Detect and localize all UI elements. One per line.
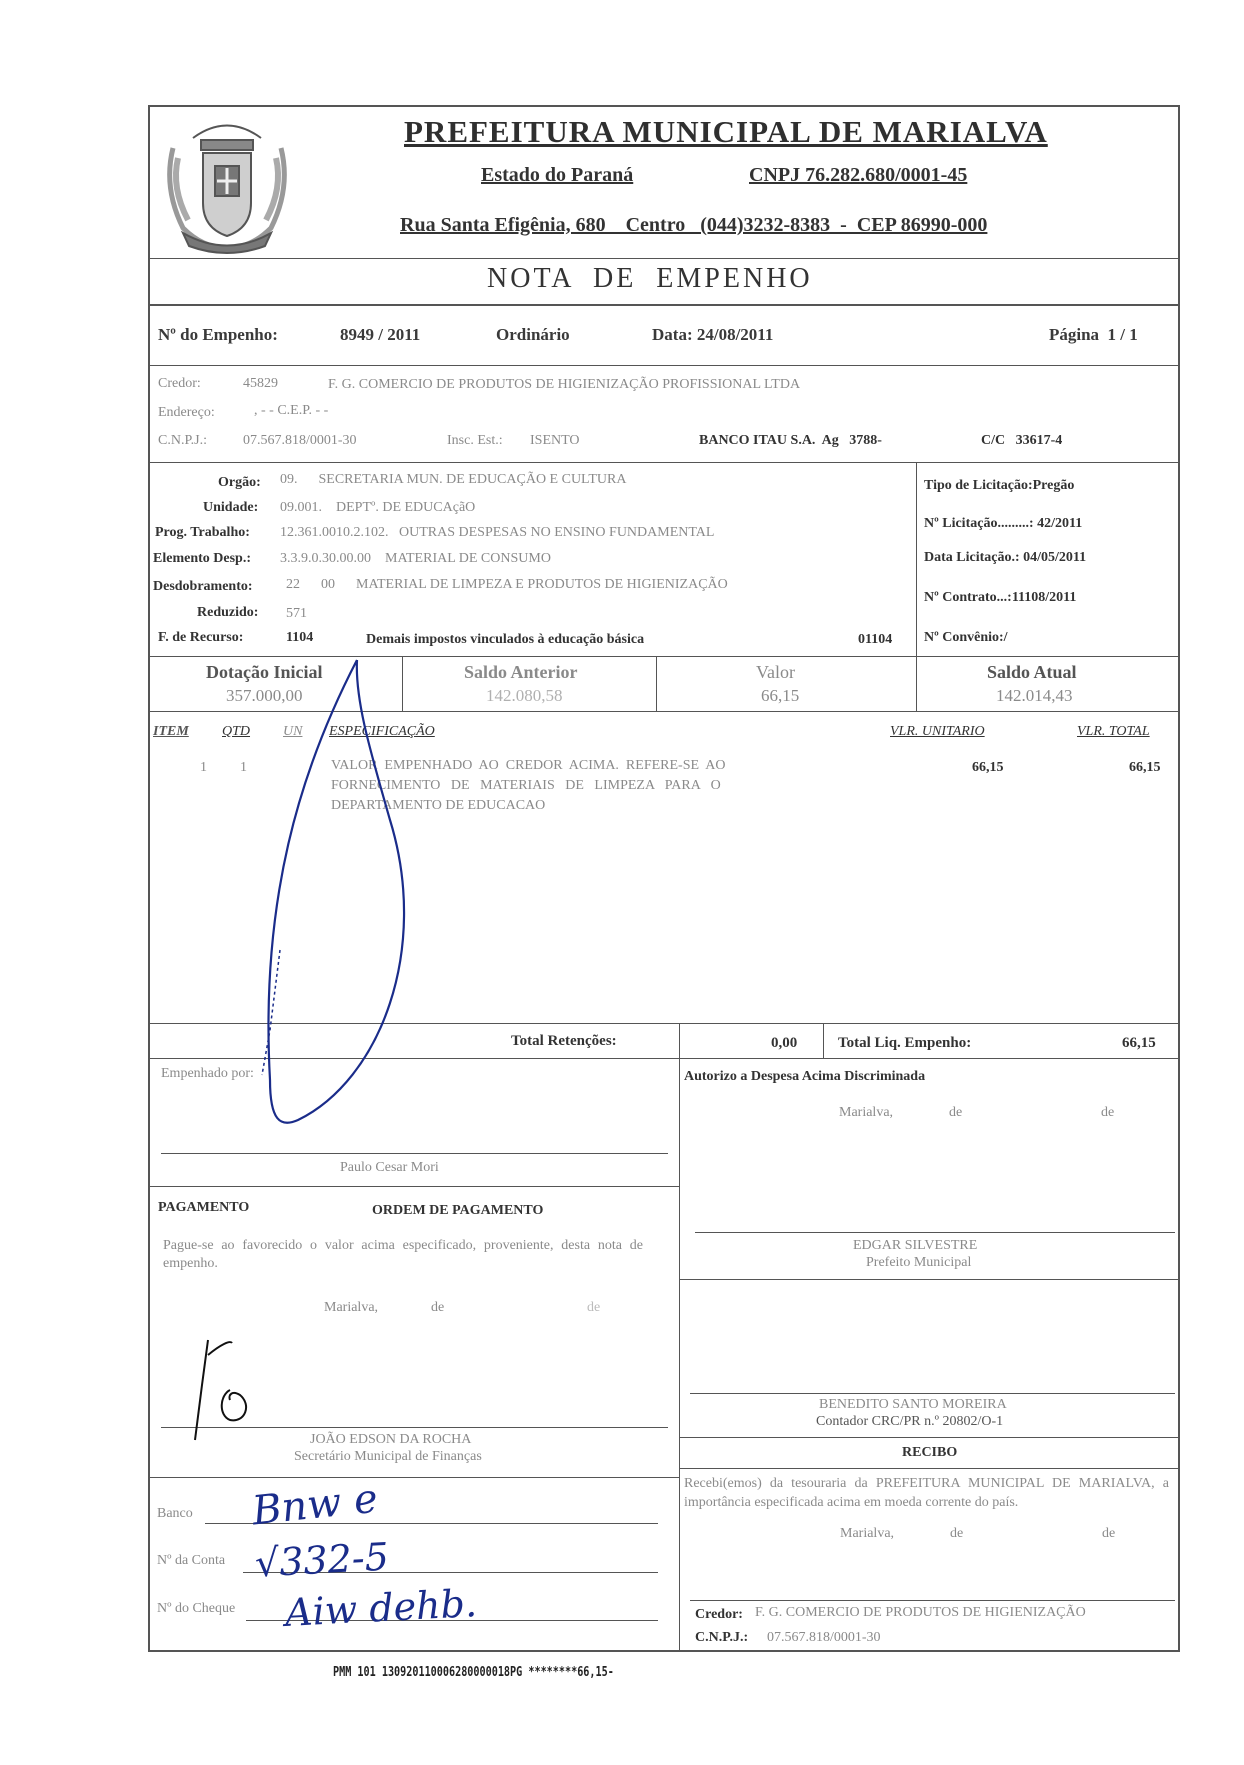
recibo-title: RECIBO	[902, 1445, 958, 1460]
divider	[679, 1058, 680, 1652]
saldo-anterior-value: 142.080,58	[486, 686, 563, 705]
handwritten-banco: Bnw e	[249, 1475, 380, 1535]
document-title: NOTA DE EMPENHO	[487, 263, 813, 294]
handwritten-conta: √332-5	[253, 1534, 390, 1586]
divider	[679, 1437, 1180, 1438]
autorizo-de-1: de	[949, 1105, 963, 1120]
empenhado-por-label: Empenhado por:	[161, 1066, 254, 1081]
prog-value: 12.361.0010.2.102. OUTRAS DESPESAS NO ENSINO FUNDAMENTAL	[280, 525, 715, 540]
item-vlr-unitario: 66,15	[972, 760, 1004, 775]
signature-line	[695, 1232, 1175, 1233]
prefeito-nome: EDGAR SILVESTRE	[853, 1238, 978, 1253]
cheque-label: Nº do Cheque	[157, 1601, 236, 1616]
divider	[148, 1186, 679, 1187]
recibo-credor-nome: F. G. COMERCIO DE PRODUTOS DE HIGIENIZAÇÃO	[755, 1605, 1086, 1620]
divider	[148, 365, 1180, 366]
recibo-de-2: de	[1102, 1526, 1116, 1541]
credor-code: 45829	[243, 376, 278, 391]
autorizo-de-2: de	[1101, 1105, 1115, 1120]
empenhado-nome: Paulo Cesar Mori	[340, 1160, 439, 1175]
orgao-label: Orgão:	[218, 475, 261, 490]
contador-nome: BENEDITO SANTO MOREIRA	[819, 1397, 1007, 1412]
reduzido-label: Reduzido:	[197, 605, 259, 620]
header-cnpj: CNPJ 76.282.680/0001-45	[749, 164, 968, 186]
empenho-type: Ordinário	[496, 325, 570, 344]
credor-label: Credor:	[158, 376, 201, 391]
header-address: Rua Santa Efigênia, 680 Centro (044)3232-8383 - CEP 86990-000	[400, 214, 988, 236]
col-vlr-unitario: VLR. UNITARIO	[890, 724, 985, 739]
conta-label: Nº da Conta	[157, 1553, 226, 1568]
credor-name: F. G. COMERCIO DE PRODUTOS DE HIGIENIZAÇÃO PROFISSIONAL LTDA	[328, 377, 801, 392]
pagamento-local: Marialva,	[324, 1300, 379, 1315]
col-qtd: QTD	[222, 724, 251, 739]
divider	[823, 1023, 824, 1058]
divider	[916, 656, 917, 711]
recibo-local: Marialva,	[840, 1526, 895, 1541]
recibo-cnpj-label: C.N.P.J.:	[695, 1630, 749, 1645]
dotacao-value: 357.000,00	[226, 686, 303, 705]
recibo-text: Recebi(emos) da tesouraria da PREFEITURA MUNICIPAL DE MARIALVA, a importância especificada acima em moeda corrente do país.	[684, 1476, 1169, 1510]
recibo-credor-label: Credor:	[695, 1607, 743, 1622]
reduzido-value: 571	[286, 606, 307, 621]
divider	[656, 656, 657, 711]
cnpj-value: 07.567.818/0001-30	[243, 433, 357, 448]
banco-value: BANCO ITAU S.A. Ag 3788-	[699, 433, 882, 448]
col-especificacao: ESPECIFICAÇÃO	[329, 724, 435, 739]
divider	[679, 1468, 1180, 1469]
empenho-number: 8949 / 2011	[340, 325, 421, 344]
item-number: 1	[200, 760, 207, 775]
unidade-label: Unidade:	[203, 500, 259, 515]
autorizo-local: Marialva,	[839, 1105, 894, 1120]
signature-line	[690, 1393, 1175, 1394]
pagamento-title: PAGAMENTO	[158, 1200, 250, 1215]
recibo-cnpj-value: 07.567.818/0001-30	[767, 1630, 881, 1645]
unidade-value: 09.001. DEPTº. DE EDUCAçãO	[280, 500, 476, 515]
banco-label: Banco	[157, 1506, 193, 1521]
recurso-label: F. de Recurso:	[158, 630, 244, 645]
cc-value: C/C 33617-4	[981, 433, 1063, 448]
contador-cargo: Contador CRC/PR n.º 20802/O-1	[816, 1414, 1004, 1429]
endereco-label: Endereço:	[158, 405, 215, 420]
numero-licitacao: Nº Licitação.........: 42/2011	[924, 516, 1083, 531]
handwritten-signature-large	[240, 650, 460, 1130]
divider	[148, 1477, 679, 1478]
endereco-value: , - - C.E.P. - -	[254, 403, 329, 418]
col-item: ITEM	[153, 724, 189, 739]
pague-se-text: Pague-se ao favorecido o valor acima especificado, proveniente, desta nota de empenho.	[163, 1238, 643, 1271]
liquido-label: Total Liq. Empenho:	[838, 1035, 972, 1051]
divider	[148, 462, 1180, 463]
recurso-description: Demais impostos vinculados à educação básica	[366, 632, 645, 647]
cnpj-label: C.N.P.J.:	[158, 433, 208, 448]
divider	[916, 462, 917, 656]
valor-value: 66,15	[761, 686, 800, 705]
col-vlr-total: VLR. TOTAL	[1077, 724, 1150, 739]
desdobramento-label: Desdobramento:	[153, 579, 253, 594]
dotacao-label: Dotação Inicial	[206, 662, 323, 682]
retencoes-label: Total Retenções:	[511, 1033, 617, 1049]
numero-convenio: Nº Convênio:/	[924, 630, 1008, 645]
footer-barcode-text: PMM 101 130920110006280000018PG ********66,15-	[333, 1665, 614, 1680]
divider	[679, 1023, 680, 1058]
liquido-value: 66,15	[1122, 1035, 1156, 1051]
saldo-atual-label: Saldo Atual	[987, 662, 1077, 682]
ordem-pagamento-title: ORDEM DE PAGAMENTO	[372, 1203, 544, 1218]
divider	[148, 304, 1180, 306]
tipo-licitacao: Tipo de Licitação:Pregão	[924, 478, 1075, 493]
header-title: PREFEITURA MUNICIPAL DE MARIALVA	[404, 114, 1048, 149]
recurso-value: 1104	[286, 630, 314, 645]
municipal-crest-logo	[153, 108, 301, 258]
item-spec-line-1: VALOR EMPENHADO AO CREDOR ACIMA. REFERE-SE AO	[331, 758, 726, 773]
recibo-de-1: de	[950, 1526, 964, 1541]
insc-value: ISENTO	[530, 433, 580, 448]
prog-label: Prog. Trabalho:	[155, 525, 250, 540]
empenho-date: Data: 24/08/2011	[652, 325, 774, 344]
pagamento-de-1: de	[431, 1300, 445, 1315]
valor-label: Valor	[756, 662, 795, 682]
numero-contrato: Nº Contrato...:11108/2011	[924, 590, 1077, 605]
page-number: Página 1 / 1	[1049, 325, 1138, 344]
elemento-label: Elemento Desp.:	[153, 551, 251, 566]
signature-line	[161, 1153, 668, 1154]
signature-line	[690, 1600, 1175, 1601]
insc-label: Insc. Est.:	[447, 433, 503, 448]
secretario-cargo: Secretário Municipal de Finanças	[294, 1449, 482, 1464]
retencoes-value: 0,00	[771, 1035, 798, 1051]
divider	[148, 258, 1180, 259]
item-qtd: 1	[240, 760, 247, 775]
col-un: UN	[283, 724, 303, 739]
handwritten-initials	[190, 1335, 280, 1445]
pagamento-de-2: de	[587, 1300, 601, 1315]
prefeito-cargo: Prefeito Municipal	[866, 1255, 972, 1270]
item-spec-line-2: FORNECIMENTO DE MATERIAIS DE LIMPEZA PARA O	[331, 778, 721, 793]
data-licitacao: Data Licitação.: 04/05/2011	[924, 550, 1087, 565]
saldo-atual-value: 142.014,43	[996, 686, 1073, 705]
saldo-anterior-label: Saldo Anterior	[464, 662, 578, 682]
secretario-nome: JOÃO EDSON DA ROCHA	[310, 1432, 472, 1447]
orgao-value: 09. SECRETARIA MUN. DE EDUCAÇÃO E CULTURA	[280, 472, 627, 487]
divider	[679, 1279, 1180, 1280]
header-state: Estado do Paraná	[481, 164, 634, 186]
handwritten-cheque: Aiw dehb.	[283, 1581, 478, 1635]
item-spec-line-3: DEPARTAMENTO DE EDUCACAO	[331, 798, 546, 813]
empenho-number-label: Nº do Empenho:	[158, 325, 278, 344]
desdobramento-value: 22 00 MATERIAL DE LIMPEZA E PRODUTOS DE HIGIENIZAÇÃO	[286, 577, 728, 592]
elemento-value: 3.3.9.0.30.00.00 MATERIAL DE CONSUMO	[280, 551, 551, 566]
item-vlr-total: 66,15	[1129, 760, 1161, 775]
autorizo-text: Autorizo a Despesa Acima Discriminada	[684, 1069, 926, 1084]
recurso-code: 01104	[858, 632, 893, 647]
